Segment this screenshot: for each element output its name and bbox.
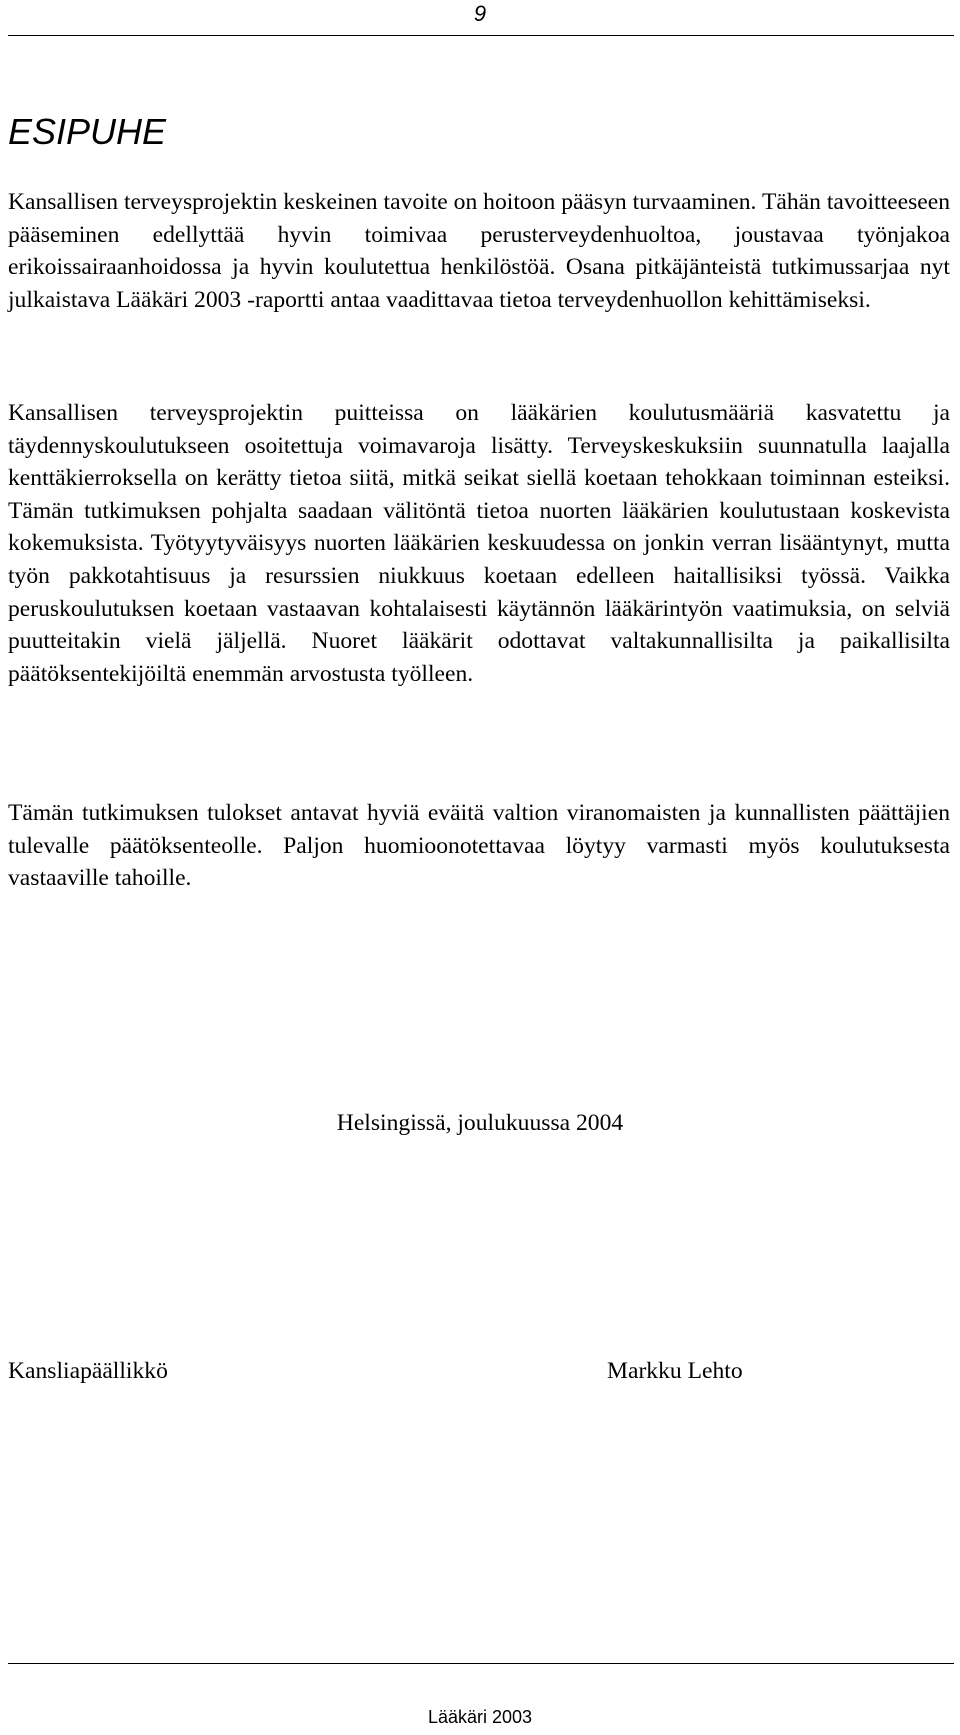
place-date: Helsingissä, joulukuussa 2004 (336, 1110, 624, 1136)
footer-rule (8, 1663, 954, 1664)
signatory-name: Markku Lehto (607, 1358, 743, 1384)
paragraph-3: Tämän tutkimuksen tulokset antavat hyviä eväitä valtion viranomaisten ja kunnallisten päättäjien tulevalle päätöksenteolle. Paljon huomioonotettavaa löytyy varmasti myös koulutuksesta vastaaville tahoille. (8, 800, 950, 892)
header-rule (8, 35, 954, 36)
section-heading: ESIPUHE (8, 111, 167, 152)
signatory-title: Kansliapäällikkö (8, 1358, 168, 1384)
page-number: 9 (473, 1, 487, 26)
paragraph-2: Kansallisen terveysprojektin puitteissa on lääkärien koulutusmääriä kasvatettu ja täydennyskoulutukseen osoitettuja voimavaroja lisätty. Terveyskeskuksiin suunnatulla laajalla kenttäkierroksella on kerätty tietoa siitä, mitkä seikat siellä koetaan tehokkaan toiminnan esteiksi. Tämän tutkimuksen pohjalta saadaan välitöntä tietoa nuorten lääkärien koulutustaan koskevista kokemuksista. Työtyytyväisyys nuorten lääkärien keskuudessa on jonkin verran lisääntynyt, mutta työn pakkotahtisuus ja resurssien niukkuus koetaan edelleen haitallisiksi työssä. Vaikka peruskoulutuksen koetaan vastaavan kohtalaisesti käytännön lääkärintyön vaatimuksia, on selviä puutteitakin vielä jäljellä. Nuoret lääkärit odottavat valtakunnallisilta ja paikallisilta päätöksentekijöiltä enemmän arvostusta työlleen. (8, 400, 950, 687)
footer-text: Lääkäri 2003 (427, 1707, 533, 1727)
paragraph-1: Kansallisen terveysprojektin keskeinen tavoite on hoitoon pääsyn turvaaminen. Tähän tavoitteeseen pääseminen edellyttää hyvin toimivaa perusterveydenhuoltoa, joustavaa työnjakoa erikoissairaanhoidossa ja hyvin koulutettua henkilöstöä. Osana pitkäjänteistä tutkimussarjaa nyt julkaistava Lääkäri 2003 -raportti antaa vaadittavaa tietoa terveydenhuollon kehittämiseksi. (8, 189, 950, 313)
